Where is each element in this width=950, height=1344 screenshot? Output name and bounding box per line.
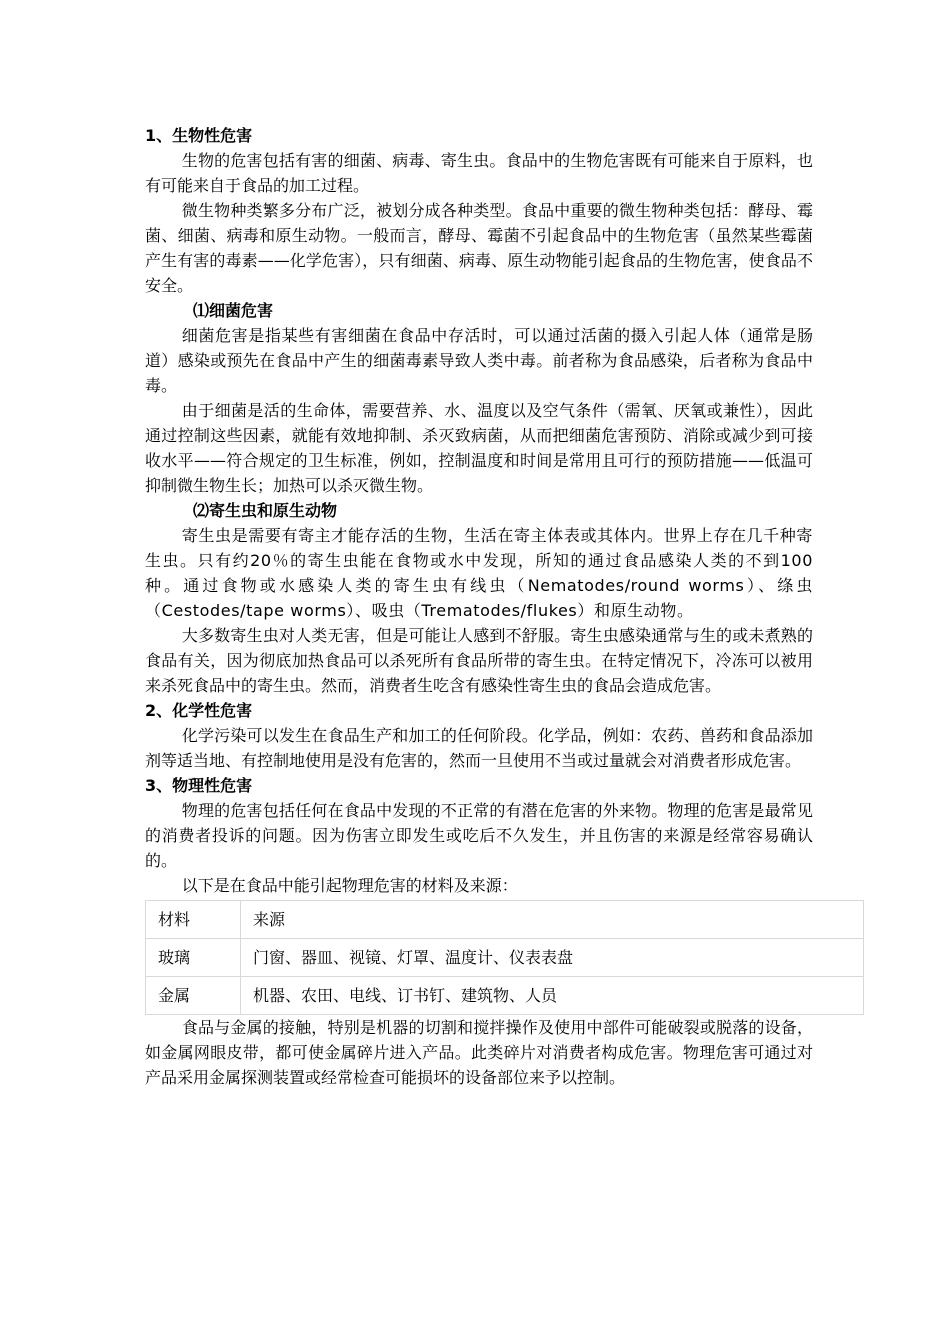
table-header-cell: 来源 [241,901,864,939]
paragraph: 细菌危害是指某些有害细菌在食品中存活时，可以通过活菌的摄入引起人体（通常是肠道）感染或预先在食品中产生的细菌毒素导致人类中毒。前者称为食品感染，后者称为食品中毒。 [145,326,813,395]
section-title-biological: 1、生物性危害 [145,126,253,145]
document-page [145,123,813,1090]
paragraph: 生物的危害包括有害的细菌、病毒、寄生虫。食品中的生物危害既有可能来自于原料，也有可能来自于食品的加工过程。 [145,151,813,195]
paragraph: 寄生虫是需要有寄主才能存活的生物，生活在寄主体表或其体内。世界上存在几千种寄生虫。只有约20％的寄生虫能在食物或水中发现，所知的通过食品感染人类的不到100种。通过食物或水感染人类的寄生虫有线虫（Nematodes/round worms）、绦虫（Cestodes/tape worms）、吸虫（Trematodes/flukes）和原生动物。 [145,526,813,620]
paragraph: 由于细菌是活的生命体，需要营养、水、温度以及空气条件（需氧、厌氧或兼性），因此通过控制这些因素，就能有效地抑制、杀灭致病菌，从而把细菌危害预防、消除或减少到可接收水平——符合规定的卫生标准，例如，控制温度和时间是常用且可行的预防措施——低温可抑制微生物生长；加热可以杀灭微生物。 [145,401,813,495]
paragraph: 大多数寄生虫对人类无害，但是可能让人感到不舒服。寄生虫感染通常与生的或未煮熟的食品有关，因为彻底加热食品可以杀死所有食品所带的寄生虫。在特定情况下，冷冻可以被用来杀死食品中的寄生虫。然而，消费者生吃含有感染性寄生虫的食品会造成危害。 [145,626,813,695]
table-header-row [146,901,864,939]
table-cell: 门窗、器皿、视镜、灯罩、温度计、仪表表盘 [241,939,864,977]
section-title-chemical: 2、化学性危害 [145,701,253,720]
table-row [146,939,864,977]
subsection-title-bacteria: ⑴细菌危害 [193,301,274,320]
table-header-cell: 材料 [146,901,241,939]
paragraph: 物理的危害包括任何在食品中发现的不正常的有潜在危害的外来物。物理的危害是最常见的消费者投诉的问题。因为伤害立即发生或吃后不久发生，并且伤害的来源是经常容易确认的。 [145,801,813,870]
paragraph: 食品与金属的接触，特别是机器的切割和搅拌操作及使用中部件可能破裂或脱落的设备，如金属网眼皮带，都可使金属碎片进入产品。此类碎片对消费者构成危害。物理危害可通过对产品采用金属探测装置或经常检查可能损坏的设备部位来予以控制。 [145,1018,813,1087]
table-cell: 玻璃 [146,939,241,977]
subsection-title-parasites: ⑵寄生虫和原生动物 [193,501,338,520]
table-row [146,977,864,1015]
section-title-physical: 3、物理性危害 [145,776,253,795]
paragraph: 化学污染可以发生在食品生产和加工的任何阶段。化学品，例如：农药、兽药和食品添加剂等适当地、有控制地使用是没有危害的，然而一旦使用不当或过量就会对消费者形成危害。 [145,726,813,770]
paragraph: 微生物种类繁多分布广泛，被划分成各种类型。食品中重要的微生物种类包括：酵母、霉菌、细菌、病毒和原生动物。一般而言，酵母、霉菌不引起食品中的生物危害（虽然某些霉菌产生有害的毒素——化学危害），只有细菌、病毒、原生动物能引起食品的生物危害，使食品不安全。 [145,201,813,295]
table-cell: 机器、农田、电线、订书钉、建筑物、人员 [241,977,864,1015]
table-cell: 金属 [146,977,241,1015]
paragraph: 以下是在食品中能引起物理危害的材料及来源： [181,876,518,895]
materials-table [145,900,864,1015]
